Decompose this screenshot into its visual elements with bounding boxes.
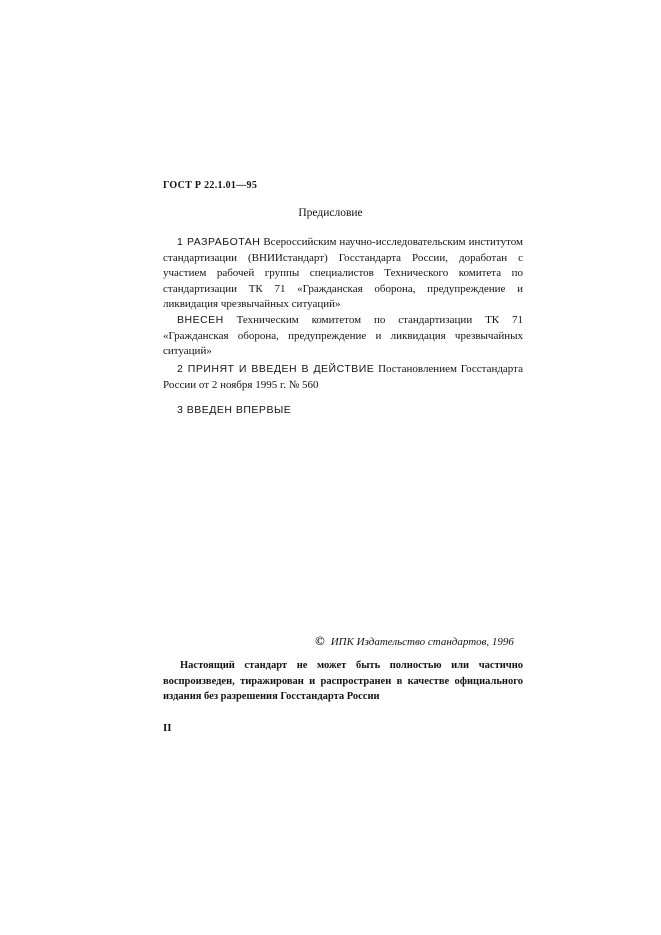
section-adopted-text: Постановлением Госстандарта России от 2 ноября 1995 г. № 560 (163, 363, 523, 391)
section-developed-lead: 1 РАЗРАБОТАН (177, 236, 261, 248)
copyright-text: ИПК Издательство стандартов, 1996 (330, 636, 514, 648)
section-adopted (163, 362, 523, 393)
copyright-symbol: © (315, 633, 325, 648)
page-number: II (163, 722, 172, 734)
copyright-line (315, 633, 514, 649)
document-code: ГОСТ Р 22.1.01—95 (163, 180, 258, 191)
section-first-introduced-lead: 3 ВВЕДЕН ВПЕРВЫЕ (177, 404, 292, 416)
reproduction-notice: Настоящий стандарт не может быть полностью или частично воспроизведен, тиражирован и распространен в качестве официального издания без разрешения Госстандарта России (163, 660, 523, 702)
section-developed-text: Всероссийским научно-исследовательским институтом стандартизации (ВНИИстандарт) Госстандарта России, доработан с участием рабочей группы специалистов Технического комитета по стандартизации ТК 71 «Гражданская оборона, предупреждение и ликвидация чрезвычайных ситуаций» (163, 236, 523, 310)
section-developed (163, 235, 523, 313)
section-first-introduced (163, 403, 523, 419)
section-adopted-lead: 2 ПРИНЯТ И ВВЕДЕН В ДЕЙСТВИЕ (177, 363, 375, 375)
section-introduced-text: Техническим комитетом по стандартизации ТК 71 «Гражданская оборона, предупреждение и ликвидация чрезвычайных ситуаций» (163, 314, 523, 357)
section-introduced (163, 313, 523, 360)
page-title: Предисловие (298, 207, 363, 219)
section-introduced-lead: ВНЕСЕН (177, 314, 224, 326)
